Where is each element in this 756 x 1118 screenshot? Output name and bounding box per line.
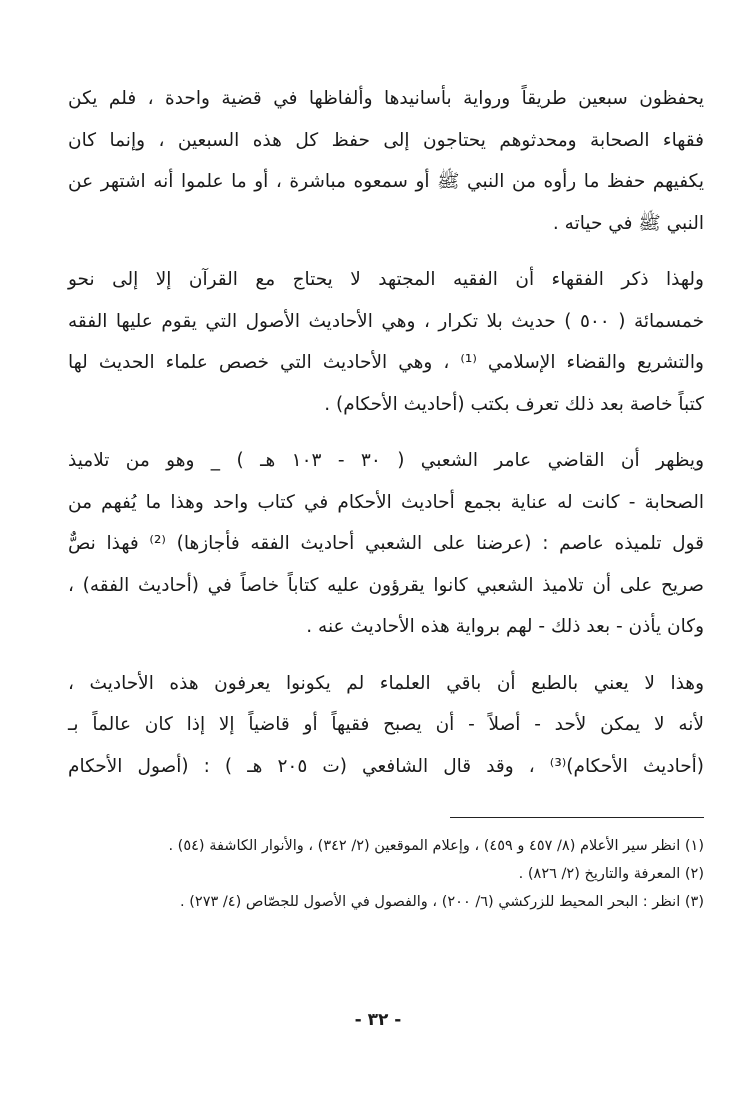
page-number: - ٣٢ -: [354, 1010, 402, 1030]
footnote-1: (١) انظر سير الأعلام (٨/ ٤٥٧ و ٤٥٩) ، وإعلام الموقعين (٢/ ٣٤٢) ، والأنوار الكاشفة (٥٤) .: [168, 838, 704, 854]
text-line: يكفيهم حفظ ما رأوه من النبي ﷺ أو سمعوه مباشرة ، أو ما علموا أنه اشتهر عن: [68, 171, 704, 192]
text-line: ولهذا ذكر الفقهاء أن الفقيه المجتهد لا يحتاج مع القرآن إلا إلى نحو: [68, 269, 704, 290]
paragraph-1: [68, 78, 704, 244]
page-body: [68, 78, 704, 802]
footnotes: [68, 832, 704, 916]
text-line: صريح على أن تلاميذ الشعبي كانوا يقرؤون عليه كتاباً خاصاً في (أحاديث الفقه) ،: [68, 574, 704, 596]
text-line: ويظهر أن القاضي عامر الشعبي ( ٣٠ - ١٠٣ هـ ) _ وهو من تلاميذ: [68, 450, 704, 471]
text-line: وكان يأذن - بعد ذلك - لهم برواية هذه الأحاديث عنه .: [306, 616, 704, 637]
text-line: كتباً خاصة بعد ذلك تعرف بكتب (أحاديث الأحكام) .: [324, 393, 704, 415]
paragraph-3: [68, 440, 704, 648]
footnote-divider: [450, 817, 704, 818]
text-line: لأنه لا يمكن لأحد - أصلاً - أن يصبح فقيهاً أو قاضياً إلا إذا كان عالماً بـ: [68, 714, 704, 735]
text-line: قول تلميذه عاصم : (عرضنا على الشعبي أحاديث الفقه فأجازها) ⁽²⁾ فهذا نصٌّ: [68, 533, 704, 554]
footnote-2: (٢) المعرفة والتاريخ (٢/ ٨٢٦) .: [518, 866, 704, 882]
text-line: وهذا لا يعني بالطبع أن باقي العلماء لم يكونوا يعرفون هذه الأحاديث ،: [68, 672, 704, 694]
text-line: الصحابة - كانت له عناية بجمع أحاديث الأحكام في كتاب واحد وهذا ما يُفهم من: [68, 491, 704, 513]
footnote-3: (٣) انظر : البحر المحيط للزركشي (٦/ ٢٠٠) ، والفصول في الأصول للجصّاص (٤/ ٢٧٣) .: [180, 894, 704, 910]
text-line: والتشريع والقضاء الإسلامي ⁽¹⁾ ، وهي الأحاديث التي خصص علماء الحديث لها: [68, 352, 704, 373]
text-line: خمسمائة ( ٥٠٠ ) حديث بلا تكرار ، وهي الأحاديث الأصول التي يقوم عليها الفقه: [68, 310, 705, 332]
text-line: يحفظون سبعين طريقاً ورواية بأسانيدها وألفاظها في قضية واحدة ، فلم يكن: [68, 88, 704, 109]
text-line: فقهاء الصحابة ومحدثوهم يحتاجون إلى حفظ كل هذه السبعين ، وإنما كان: [68, 129, 704, 151]
paragraph-2: [68, 259, 704, 425]
paragraph-4: [68, 663, 704, 788]
text-line: (أحاديث الأحكام)⁽³⁾ ، وقد قال الشافعي (ت ٢٠٥ هـ ) : (أصول الأحكام: [68, 755, 704, 777]
text-line: النبي ﷺ في حياته .: [552, 212, 704, 234]
